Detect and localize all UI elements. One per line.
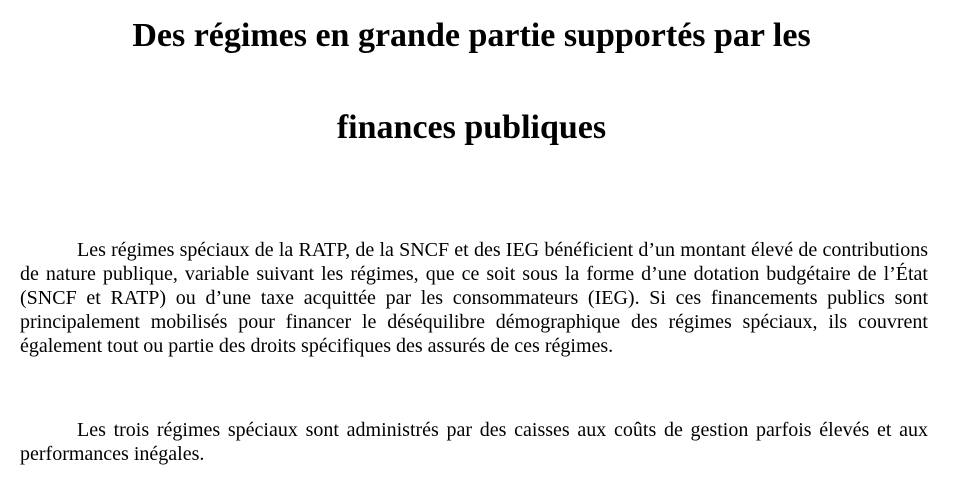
paragraph-1 [20, 238, 928, 358]
paragraph-2-text: Les trois régimes spéciaux sont administrés par des caisses aux coûts de gestion parfois élevés et aux performances inégales. [20, 419, 928, 465]
paragraph-1-text: Les régimes spéciaux de la RATP, de la SNCF et des IEG bénéficient d’un montant élevé de contributions de nature publique, variable suivant les régimes, que ce soit sous la forme d’une dotation budgétaire de l’État (SNCF et RATP) ou d’une taxe acquittée par les consommateurs (IEG). Si ces financements publics sont principalement mobilisés pour financer le déséquilibre démographique des régimes spéciaux, ils couvrent également tout ou partie des droits spécifiques des assurés de ces régimes. [20, 239, 928, 357]
page-title-line-1: Des régimes en grande partie supportés par les [132, 17, 811, 54]
page-title-line-2: finances publiques [336, 109, 607, 146]
paragraph-2 [20, 418, 928, 466]
